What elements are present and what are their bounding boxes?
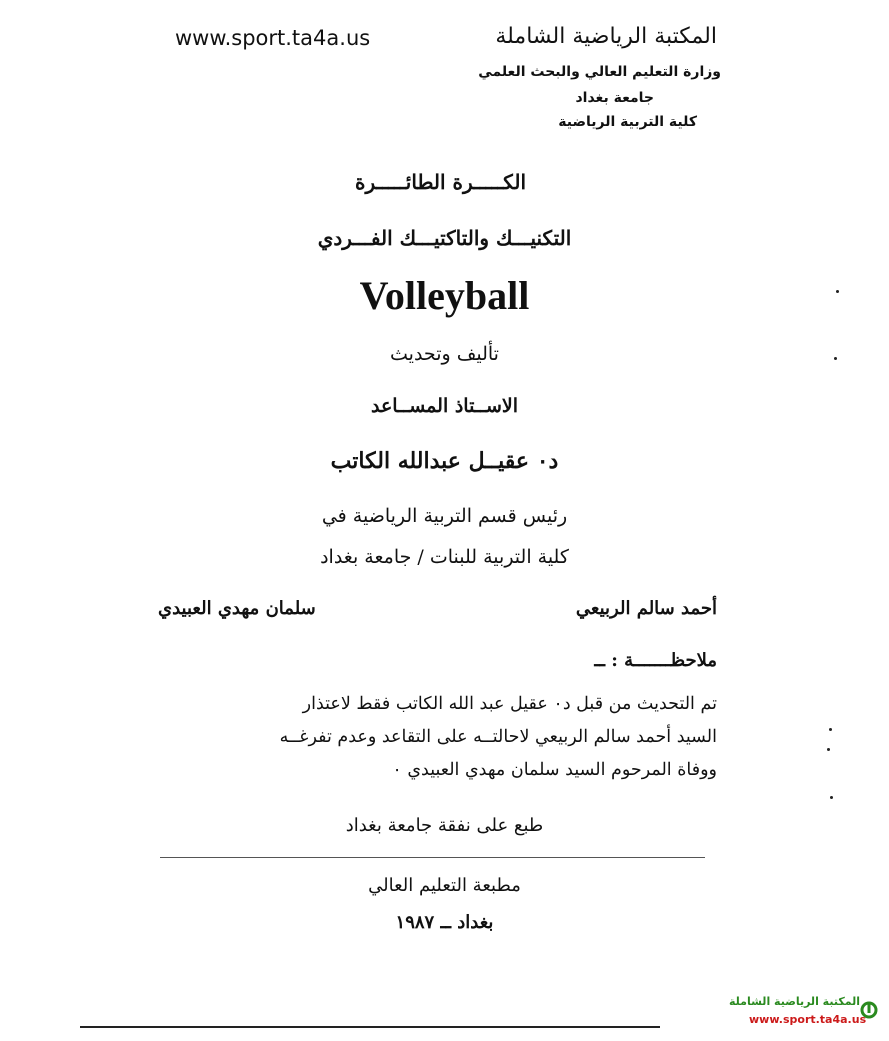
divider-line — [160, 857, 705, 858]
place-and-year: بغداد ــ ١٩٨٧ — [395, 912, 494, 933]
coauthor-1-name: أحمد سالم الربيعي — [575, 598, 717, 619]
note-body — [160, 688, 717, 787]
scan-speck — [834, 357, 837, 360]
note-line-2: السيد أحمد سالم الربيعي لاحالتــه على التقاعد وعدم تفرغــه — [279, 727, 717, 747]
book-subtitle-arabic: التكنيـــك والتاكتيـــك الفـــردي — [317, 226, 572, 250]
note-line-1: تم التحديث من قبل د٠ عقيل عبد الله الكاتب فقط لاعتذار — [302, 694, 717, 714]
press-name: مطبعة التعليم العالي — [368, 875, 521, 896]
bottom-rule — [80, 1026, 660, 1028]
scan-speck — [827, 748, 830, 751]
scan-speck — [829, 728, 832, 731]
logo-library-name: المكتبة الرياضية الشاملة — [729, 995, 860, 1008]
printed-on-expense: طبع على نفقة جامعة بغداد — [345, 815, 544, 836]
coauthor-2-name: سلمان مهدي العبيدي — [158, 598, 316, 619]
logo-mark-icon — [860, 999, 878, 1021]
watermark-url: www.sport.ta4a.us — [175, 26, 371, 50]
university-name: جامعة بغداد — [575, 90, 654, 106]
book-title-english: Volleyball — [359, 273, 530, 318]
author-name: د٠ عقيــل عبدالله الكاتب — [330, 448, 559, 474]
author-rank: الاســتاذ المســاعد — [371, 395, 518, 417]
college-name: كلية التربية الرياضية — [558, 114, 697, 130]
author-position-line-2: كلية التربية للبنات / جامعة بغداد — [320, 546, 569, 568]
authorship-label: تأليف وتحديث — [390, 343, 499, 365]
note-heading: ملاحظـــــــة : ــ — [594, 650, 717, 671]
watermark-library-name: المكتبة الرياضية الشاملة — [495, 24, 717, 49]
author-position-line-1: رئيس قسم التربية الرياضية في — [321, 505, 568, 527]
site-logo — [729, 995, 880, 1030]
logo-url: www.sport.ta4a.us — [749, 1013, 867, 1026]
scan-speck — [830, 796, 833, 799]
ministry-name: وزارة التعليم العالي والبحث العلمي — [478, 64, 721, 80]
book-title-arabic: الكـــــرة الطائـــــرة — [355, 170, 526, 194]
scan-speck — [836, 290, 839, 293]
note-line-3: ووفاة المرحوم السيد سلمان مهدي العبيدي ٠ — [392, 760, 717, 780]
